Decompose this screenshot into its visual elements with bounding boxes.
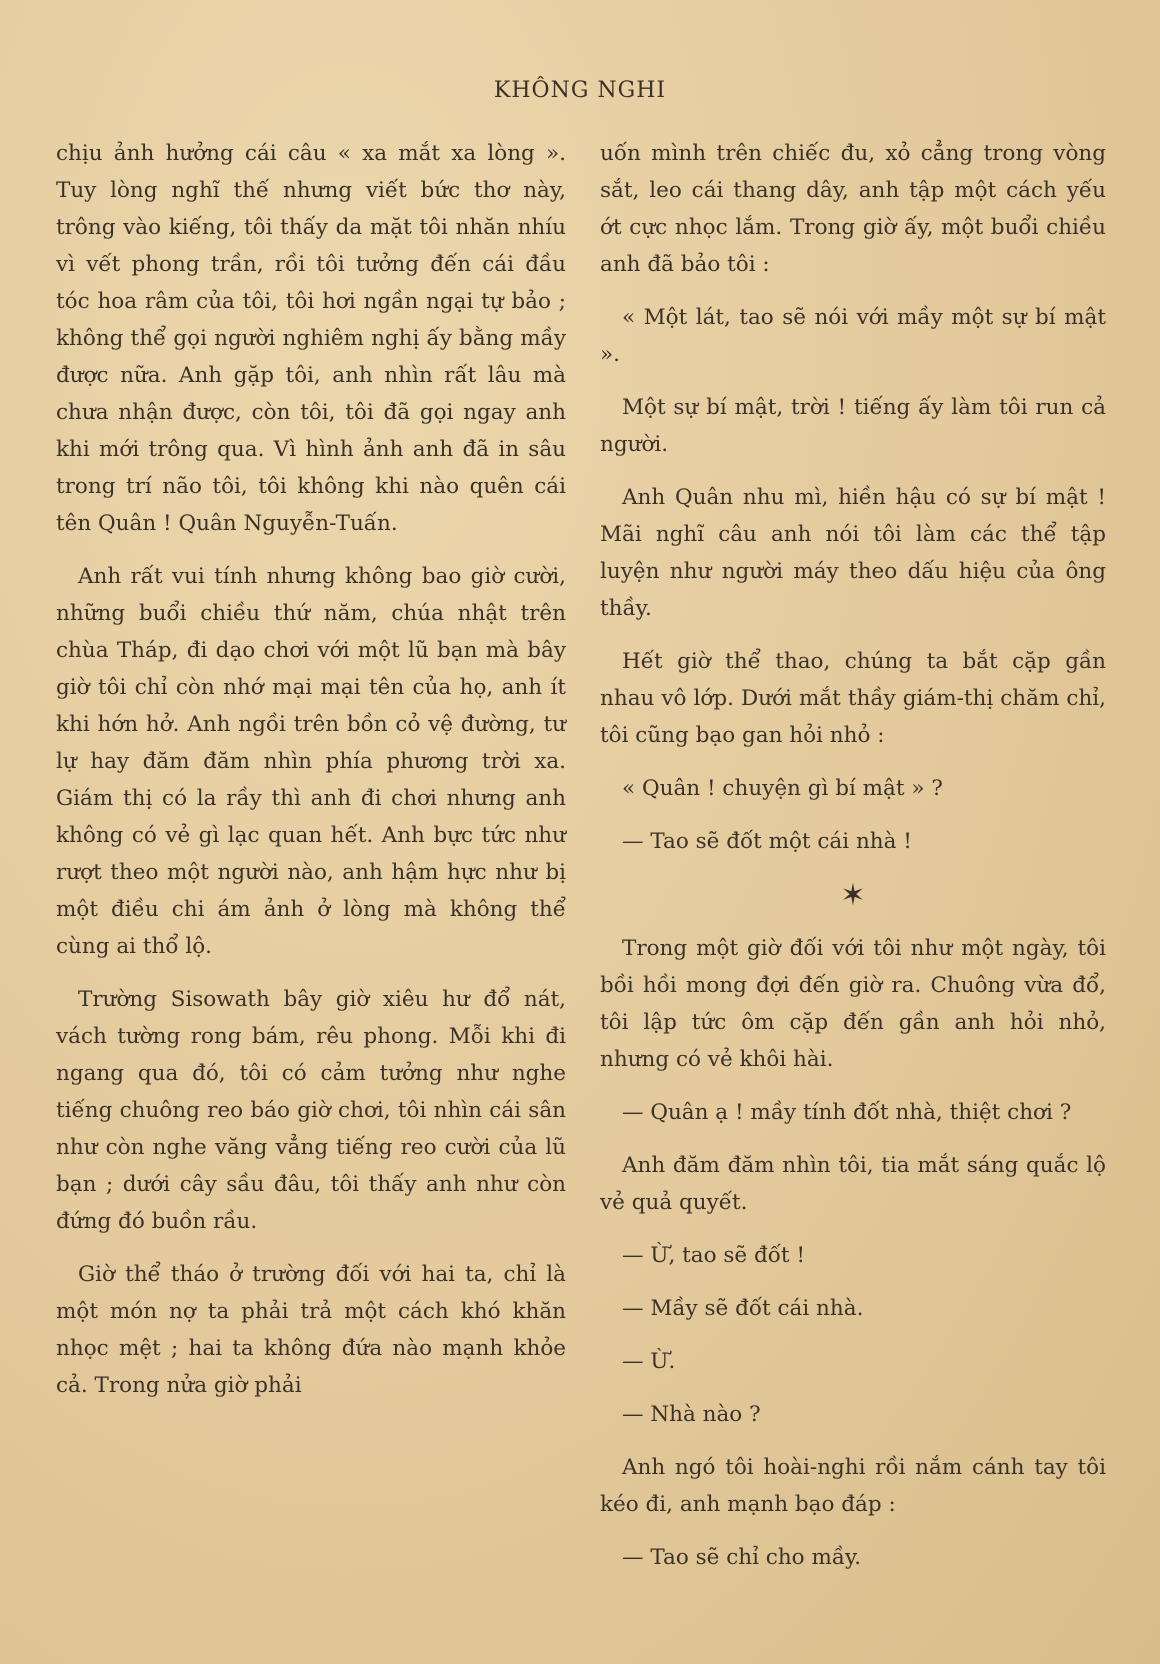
paragraph: uốn mình trên chiếc đu, xỏ cẳng trong vòng sắt, leo cái thang dây, anh tập một cách yếu ớt cực nhọc lắm. Trong giờ ấy, một buổi chiều anh đã bảo tôi : bbox=[600, 141, 1106, 277]
paragraph: — Nhà nào ? bbox=[622, 1402, 761, 1427]
paragraph: Một sự bí mật, trời ! tiếng ấy làm tôi run cả người. bbox=[600, 395, 1106, 457]
section-divider-star-icon: ✶ bbox=[840, 878, 866, 913]
paragraph: Anh ngó tôi hoài-nghi rồi nắm cánh tay tôi kéo đi, anh mạnh bạo đáp : bbox=[600, 1455, 1106, 1517]
paragraph: — Ừ. bbox=[622, 1349, 676, 1374]
running-header: KHÔNG NGHI bbox=[493, 78, 667, 103]
paragraph: — Ừ, tao sẽ đốt ! bbox=[622, 1243, 805, 1268]
paragraph: — Tao sẽ chỉ cho mầy. bbox=[622, 1545, 862, 1570]
paragraph: Anh rất vui tính nhưng không bao giờ cười, những buổi chiều thứ năm, chúa nhật trên chùa Tháp, đi dạo chơi với một lũ bạn mà bây giờ tôi chỉ còn nhớ mại mại tên của họ, anh ít khi hớn hở. Anh ngồi trên bồn cỏ vệ đường, tư lự hay đăm đăm nhìn phía phương trời xa. Giám thị có la rầy thì anh đi chơi nhưng anh không có vẻ gì lạc quan hết. Anh bực tức như rượt theo một người nào, anh hậm hực như bị một điều chi ám ảnh ở lòng mà không thể cùng ai thổ lộ. bbox=[56, 564, 566, 959]
paragraph: Trong một giờ đối với tôi như một ngày, tôi bồi hồi mong đợi đến giờ ra. Chuông vừa đổ, tôi lập tức ôm cặp đến gần anh hỏi nhỏ, nhưng có vẻ khôi hài. bbox=[600, 936, 1106, 1072]
paragraph: « Quân ! chuyện gì bí mật » ? bbox=[622, 776, 943, 801]
paragraph: Giờ thể tháo ở trường đối với hai ta, chỉ là một món nợ ta phải trả một cách khó khăn nhọc mệt ; hai ta không đứa nào mạnh khỏe cả. Trong nửa giờ phải bbox=[56, 1262, 566, 1398]
paragraph: chịu ảnh hưởng cái câu « xa mắt xa lòng ». Tuy lòng nghĩ thế nhưng viết bức thơ này, trông vào kiếng, tôi thấy da mặt tôi nhăn nhíu vì vết phong trần, rồi tôi tưởng đến cái đầu tóc hoa râm của tôi, tôi hơi ngần ngại tự bảo ; không thể gọi người nghiêm nghị ấy bằng mầy được nữa. Anh gặp tôi, anh nhìn rất lâu mà chưa nhận được, còn tôi, tôi đã gọi ngay anh khi mới trông qua. Vì hình ảnh anh đã in sâu trong trí não tôi, tôi không khi nào quên cái tên Quân ! Quân Nguyễn-Tuấn. bbox=[56, 141, 566, 536]
paragraph: « Một lát, tao sẽ nói với mầy một sự bí mật ». bbox=[600, 305, 1106, 367]
left-column bbox=[56, 135, 566, 1420]
right-column bbox=[600, 135, 1106, 1592]
paragraph: — Mầy sẽ đốt cái nhà. bbox=[622, 1296, 864, 1321]
paragraph: Trường Sisowath bây giờ xiêu hư đổ nát, vách tường rong bám, rêu phong. Mỗi khi đi ngang qua đó, tôi có cảm tưởng như nghe tiếng chuông reo báo giờ chơi, tôi nhìn cái sân như còn nghe văng vẳng tiếng reo cười của lũ bạn ; dưới cây sầu đâu, tôi thấy anh như còn đứng đó buồn rầu. bbox=[56, 987, 566, 1234]
paragraph: — Tao sẽ đốt một cái nhà ! bbox=[622, 829, 912, 854]
paragraph: — Quân ạ ! mầy tính đốt nhà, thiệt chơi ? bbox=[622, 1100, 1072, 1125]
paragraph: Hết giờ thể thao, chúng ta bắt cặp gần nhau vô lớp. Dưới mắt thầy giám-thị chăm chỉ, tôi cũng bạo gan hỏi nhỏ : bbox=[600, 649, 1106, 748]
paragraph: Anh đăm đăm nhìn tôi, tia mắt sáng quắc lộ vẻ quả quyết. bbox=[600, 1153, 1106, 1215]
paragraph: Anh Quân nhu mì, hiền hậu có sự bí mật ! Mãi nghĩ câu anh nói tôi làm các thể tập luyện như người máy theo dấu hiệu của ông thầy. bbox=[600, 485, 1106, 621]
